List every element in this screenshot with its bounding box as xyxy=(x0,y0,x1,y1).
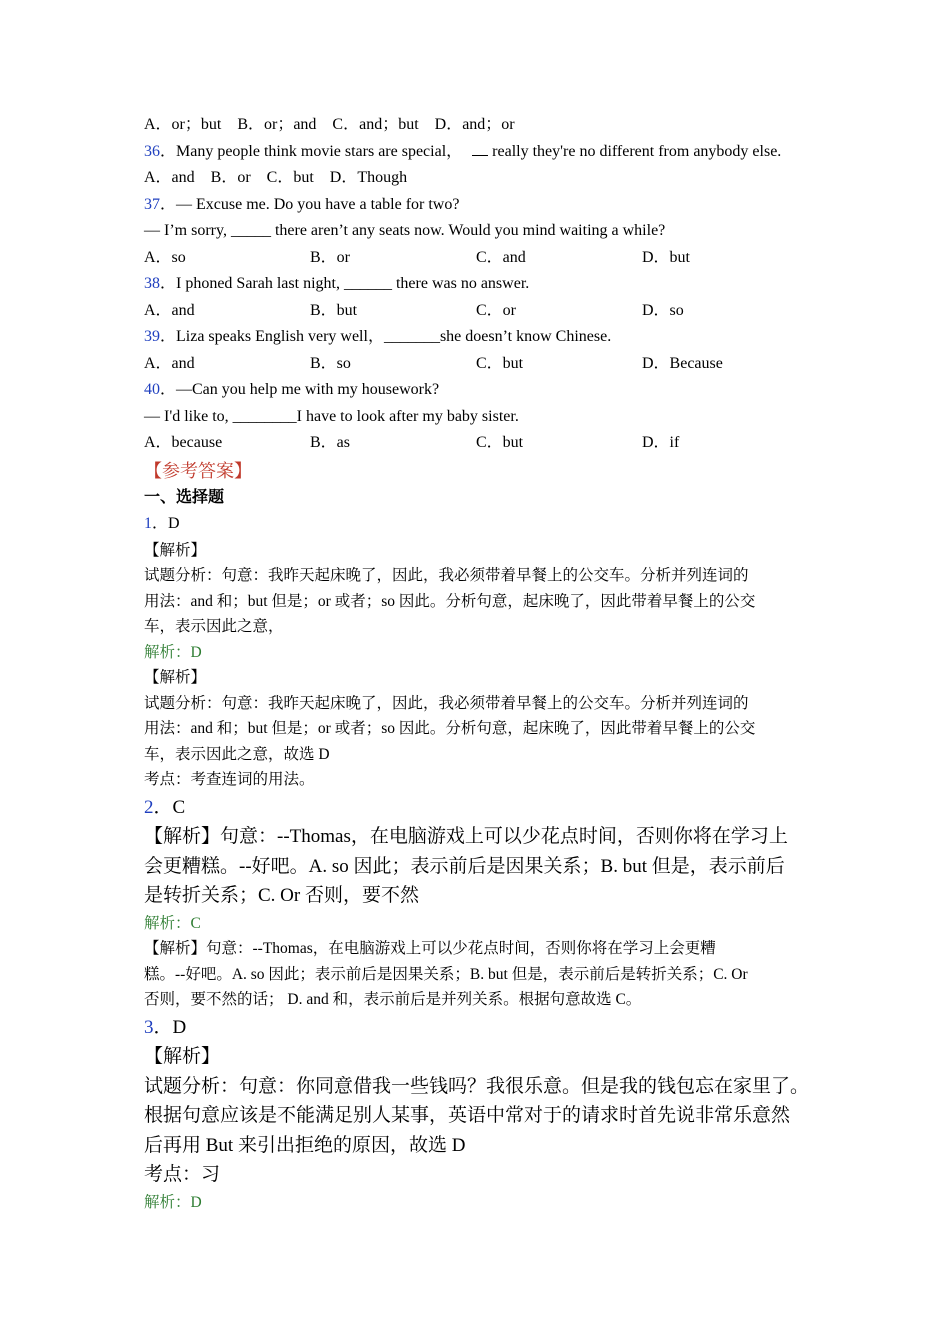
analysis-line: 试题分析：句意：你同意借我一些钱吗？我很乐意。但是我的钱包忘在家里了。 xyxy=(144,1075,810,1097)
option-b: B．as xyxy=(310,434,351,451)
section-title: 一、选择题 xyxy=(144,488,225,506)
answer-number: 3 xyxy=(144,1016,154,1038)
option-b: B．but xyxy=(310,301,358,319)
answer-value: ．C xyxy=(153,796,186,818)
option-a: A．so xyxy=(144,248,186,266)
analysis-line: 试题分析：句意：我昨天起床晚了，因此，我必须带着早餐上的公交车。分析并列连词的 xyxy=(144,567,749,584)
answer-number: 2 xyxy=(144,796,154,818)
analysis-line: 用法：and 和；but 但是；or 或者；so 因此。分析句意，起床晚了，因此带着早餐上的公交 xyxy=(144,720,756,737)
analysis-line: 用法：and 和；but 但是；or 或者；so 因此。分析句意，起床晚了，因此带着早餐上的公交 xyxy=(144,592,756,610)
question-number: 36 xyxy=(144,142,160,160)
question-37 xyxy=(144,192,824,219)
answer-3 xyxy=(144,1013,824,1043)
answer-value: ．D xyxy=(153,1016,187,1038)
option-a: A．and xyxy=(144,354,195,372)
question-39 xyxy=(144,324,824,351)
analysis-line: 车，表示因此之意， xyxy=(144,618,284,635)
jiexi-answer: 解析：D xyxy=(144,643,202,661)
option-c: C．and xyxy=(476,248,526,266)
answer-1 xyxy=(144,511,824,538)
analysis-line: 车，表示因此之意，故选 D xyxy=(144,745,330,763)
question-text: really they're no different from anybody else. xyxy=(488,142,782,160)
analysis-line: 会更糟糕。--好吧。A. so 因此；表示前后是因果关系；B. but 但是，表示前后 xyxy=(144,855,785,877)
analysis-line: 【解析】句意：--Thomas，在电脑游戏上可以少花点时间，否则你将在学习上 xyxy=(144,826,788,847)
jiexi-answer: 解析：D xyxy=(144,1193,202,1211)
answer-number: 1 xyxy=(144,515,152,532)
question-text: ．I phoned Sarah last night, ______ there was no answer. xyxy=(160,275,530,292)
option-b: B．or xyxy=(310,248,351,266)
q39-options xyxy=(144,351,824,378)
q35-options: A．or；but B．or；and C．and；but D．and；or xyxy=(144,116,515,133)
jiexi-answer: 解析：C xyxy=(144,914,201,932)
kaodian: 考点：习 xyxy=(144,1164,221,1185)
question-text: ．— Excuse me. Do you have a table for two? xyxy=(160,195,460,213)
answer-2 xyxy=(144,793,824,823)
question-text: ．—Can you help me with my housework? xyxy=(160,381,440,398)
question-38 xyxy=(144,271,824,298)
jiexi-label: 【解析】 xyxy=(144,1046,221,1067)
answer-value: ．D xyxy=(152,515,180,532)
document-page xyxy=(144,112,824,1215)
question-text: ．Many people think movie stars are special， xyxy=(160,142,463,160)
question-number: 40 xyxy=(144,381,160,398)
question-36 xyxy=(144,139,824,166)
analysis-line: 根据句意应该是不能满足别人某事，英语中常对于的请求时首先说非常乐意然 xyxy=(144,1105,791,1126)
q36-options: A．and B．or C．but D．Though xyxy=(144,169,408,186)
analysis-line: 试题分析：句意：我昨天起床晚了，因此，我必须带着早餐上的公交车。分析并列连词的 xyxy=(144,694,749,712)
option-d: D．Because xyxy=(642,354,723,372)
option-b: B．so xyxy=(310,354,351,372)
question-number: 39 xyxy=(144,328,160,345)
option-d: D．but xyxy=(642,248,691,266)
jiexi-label: 【解析】 xyxy=(144,669,207,686)
jiexi-label: 【解析】 xyxy=(144,541,207,559)
analysis-line: 【解析】句意：--Thomas，在电脑游戏上可以少花点时间，否则你将在学习上会更糟 xyxy=(144,940,716,957)
question-40 xyxy=(144,377,824,404)
answers-header: 【参考答案】 xyxy=(144,460,252,481)
q37-options xyxy=(144,245,824,272)
q40-options xyxy=(144,430,824,457)
question-number: 37 xyxy=(144,195,160,213)
option-d: D．if xyxy=(642,434,680,451)
analysis-line: 后再用 But 来引出拒绝的原因，故选 D xyxy=(144,1134,466,1156)
option-c: C．but xyxy=(476,434,524,451)
analysis-line: 糕。--好吧。A. so 因此；表示前后是因果关系；B. but 但是，表示前后是转折关系；C. Or xyxy=(144,965,748,983)
option-a: A．because xyxy=(144,434,223,451)
analysis-line: 否则，要不然的话； D. and 和，表示前后是并列关系。根据句意故选 C。 xyxy=(144,991,642,1008)
answer-blank xyxy=(472,141,488,156)
question-text: — I’m sorry, _____ there aren’t any seats now. Would you mind waiting a while? xyxy=(144,222,666,239)
analysis-line: 是转折关系；C. Or 否则，要不然 xyxy=(144,885,419,906)
option-d: D．so xyxy=(642,301,684,319)
question-text: ．Liza speaks English very well，_______she doesn’t know Chinese. xyxy=(160,328,612,345)
option-c: C．or xyxy=(476,301,517,319)
question-number: 38 xyxy=(144,275,160,292)
question-text: — I'd like to, ________I have to look after my baby sister. xyxy=(144,407,519,425)
option-c: C．but xyxy=(476,354,524,372)
q38-options xyxy=(144,298,824,325)
option-a: A．and xyxy=(144,301,195,319)
kaodian: 考点：考查连词的用法。 xyxy=(144,771,315,788)
